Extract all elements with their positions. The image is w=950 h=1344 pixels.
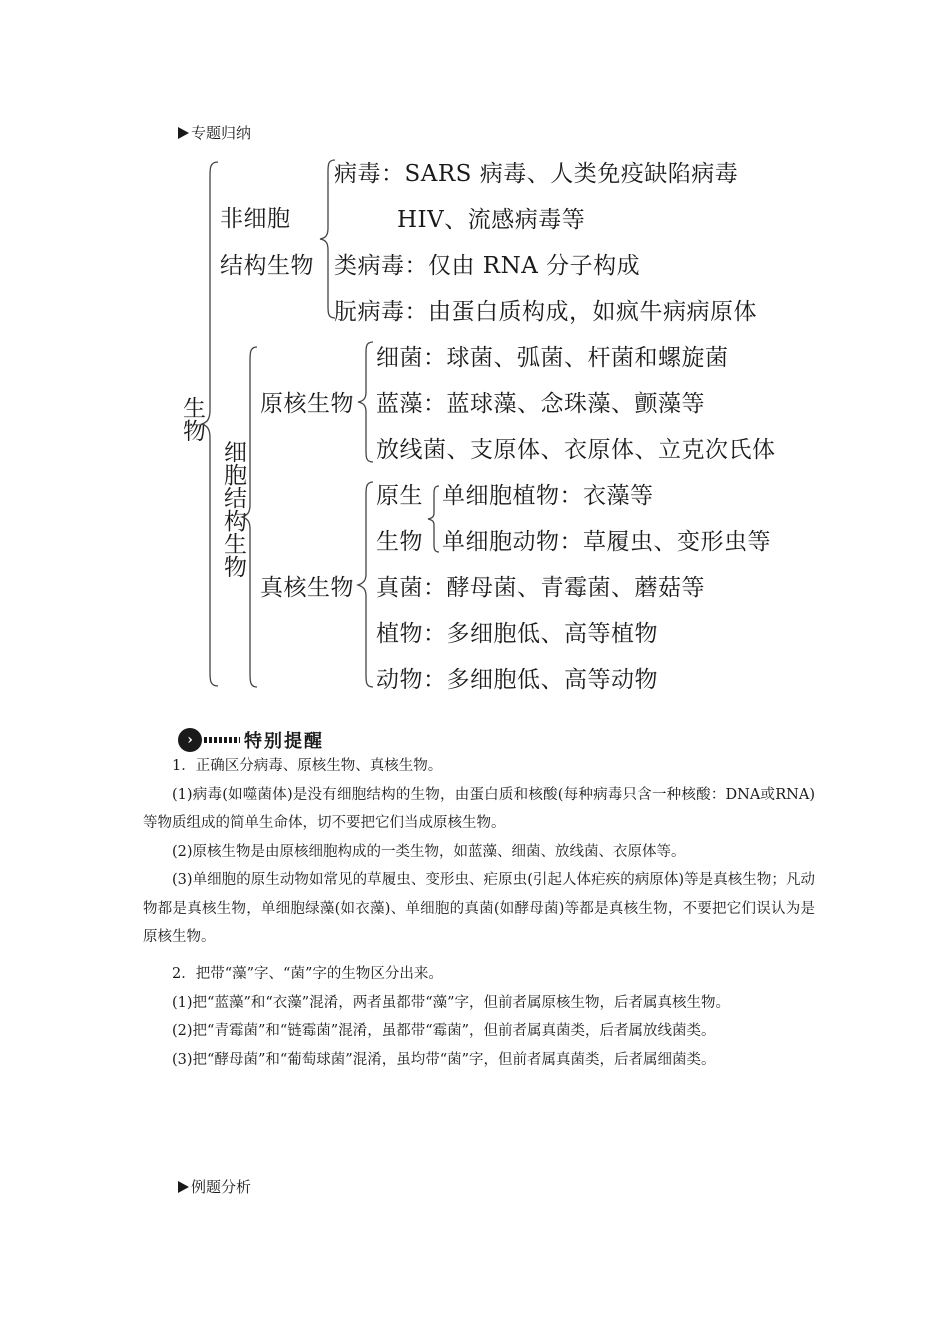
root-brace-icon (200, 160, 222, 690)
note-1-c: (3)单细胞的原生动物如常见的草履虫、变形虫、疟原虫(引起人体疟疾的病原体)等是真核生物；凡动物都是真核生物，单细胞绿藻(如衣藻)、单细胞的真菌(如酵母菌)等都是真核生物，不要把它们误认为是原核生物。 (143, 872, 815, 945)
note-1-a: (1)病毒(如噬菌体)是没有细胞结构的生物，由蛋白质和核酸(每种病毒只含一种核酸：DNA或RNA)等物质组成的简单生命体，切不要把它们当成原核生物。 (143, 786, 815, 831)
notes-section-2 (143, 960, 815, 1074)
noncell-label-line1: 非细胞 (220, 206, 291, 232)
note-2-b: (2)把“青霉菌”和“链霉菌”混淆，虽都带“霉菌”，但前者属真菌类，后者属放线菌类。 (172, 1023, 716, 1039)
special-reminder-label: 特别提醒 (244, 731, 324, 752)
noncell-item-viroid: 类病毒：仅由 RNA 分子构成 (334, 253, 641, 279)
note-1-title: 1．正确区分病毒、原核生物、真核生物。 (172, 758, 443, 774)
prokaryote-item-cyanobacteria: 蓝藻：蓝球藻、念珠藻、颤藻等 (376, 391, 705, 417)
note-1-b: (2)原核生物是由原核细胞构成的一类生物，如蓝藻、细菌、放线菌、衣原体等。 (172, 843, 686, 860)
special-reminder-banner (178, 727, 324, 753)
note-2-a: (1)把“蓝藻”和“衣藻”混淆，两者虽都带“藻”字，但前者属原核生物，后者属真核生物。 (172, 994, 731, 1011)
chevron-right-icon: › (178, 728, 202, 752)
eukaryote-label: 真核生物 (260, 575, 354, 601)
protist-label-line2: 生物 (376, 529, 423, 555)
noncell-item-prion: 朊病毒：由蛋白质构成，如疯牛病病原体 (334, 299, 757, 325)
eukaryote-item-plants: 植物：多细胞低、高等植物 (376, 621, 658, 647)
noncell-item-virus: 病毒：SARS 病毒、人类免疫缺陷病毒 (334, 161, 739, 187)
note-2-c: (3)把“酵母菌”和“葡萄球菌”混淆，虽均带“菌”字，但前者属真菌类，后者属细菌类。 (172, 1051, 716, 1068)
dotted-line-icon (204, 737, 240, 743)
noncell-item-virus-cont: HIV、流感病毒等 (397, 207, 586, 233)
prokaryote-label: 原核生物 (260, 391, 354, 417)
eukaryote-item-animals: 动物：多细胞低、高等动物 (376, 667, 658, 693)
noncell-label-line2: 结构生物 (220, 253, 314, 279)
protist-label-line1: 原生 (376, 483, 423, 509)
cell-brace-icon (240, 345, 260, 690)
prokaryote-item-others: 放线菌、支原体、衣原体、立克次氏体 (376, 437, 776, 463)
tree-root-label: 生物 (179, 396, 205, 442)
triangle-bullet-icon (178, 127, 189, 139)
protist-item-animal: 单细胞动物：草履虫、变形虫等 (442, 529, 771, 555)
protist-item-plant: 单细胞植物：衣藻等 (442, 483, 654, 509)
eukaryote-item-fungi: 真菌：酵母菌、青霉菌、蘑菇等 (376, 575, 705, 601)
prokaryote-item-bacteria: 细菌：球菌、弧菌、杆菌和螺旋菌 (376, 345, 729, 371)
triangle-bullet-icon (178, 1181, 189, 1193)
section-heading-example: 例题分析 (178, 1176, 251, 1197)
section-heading-summary: 专题归纳 (178, 122, 251, 143)
protist-brace-icon (426, 484, 442, 554)
note-2-title: 2．把带“藻”字、“菌”字的生物区分出来。 (172, 966, 443, 982)
notes-section-1 (143, 752, 815, 952)
prokaryote-brace-icon (356, 340, 376, 465)
cell-label: 细胞结构生物 (220, 440, 246, 578)
eukaryote-brace-icon (356, 480, 376, 690)
